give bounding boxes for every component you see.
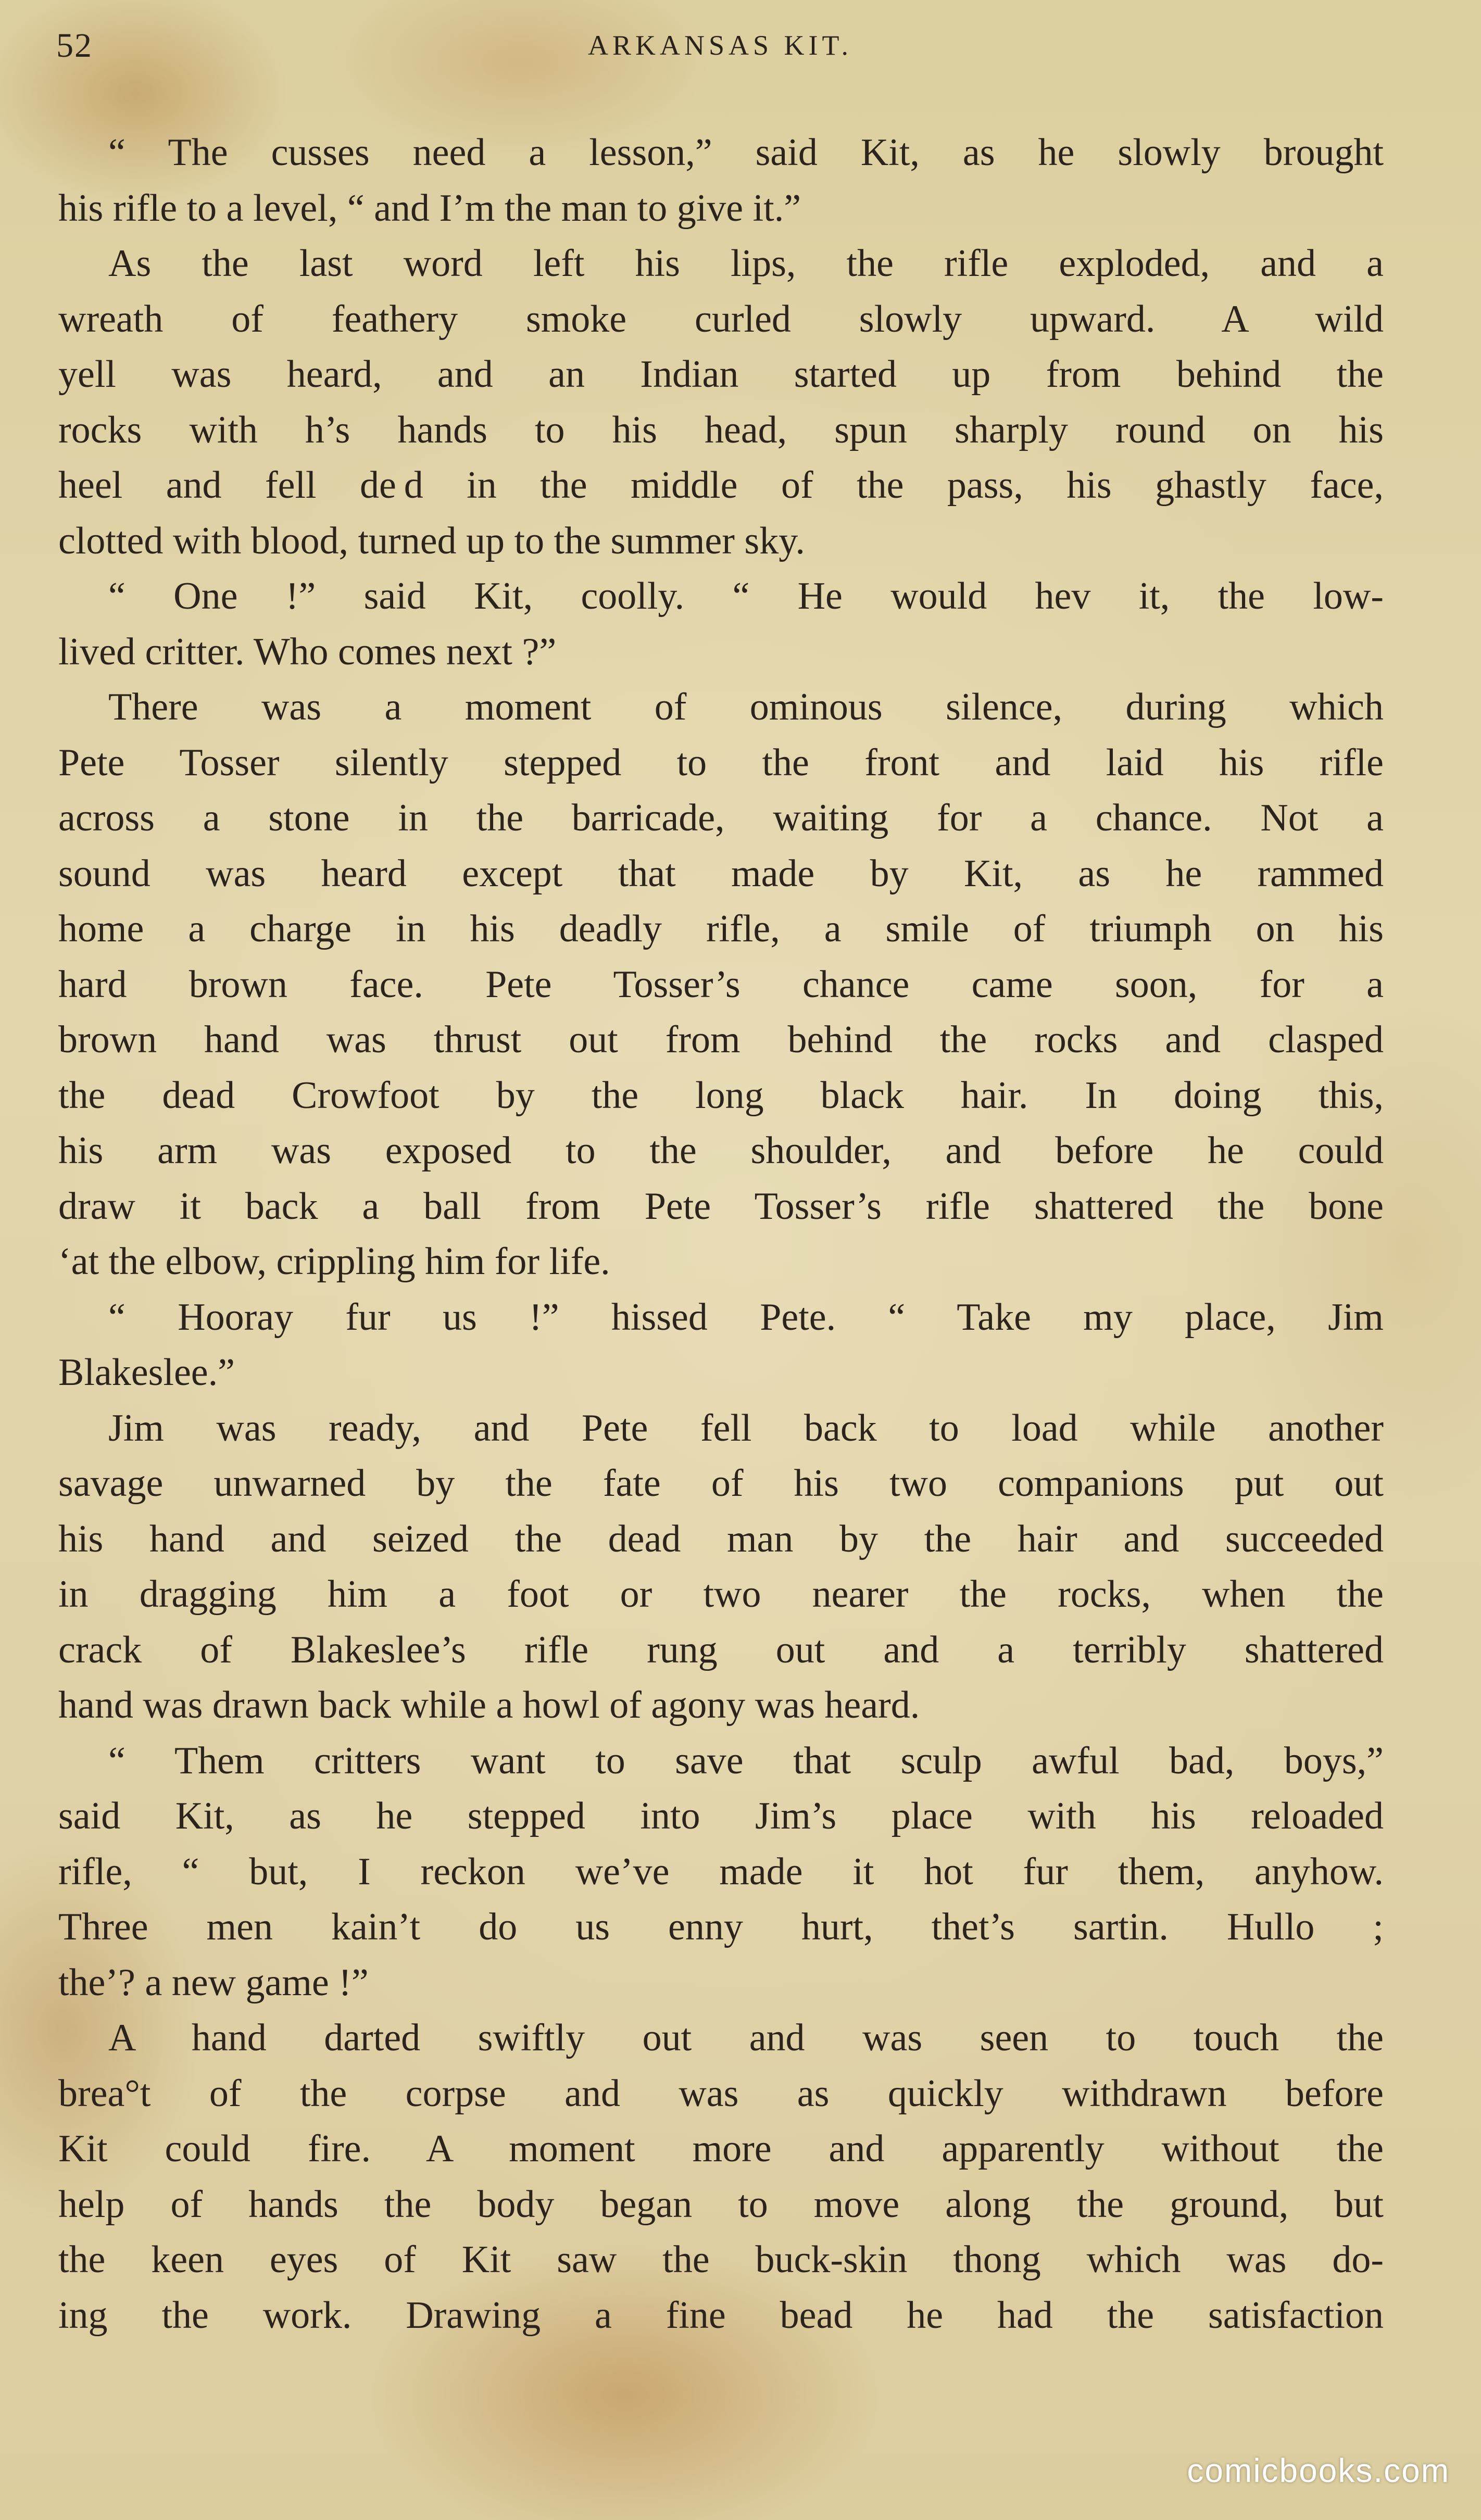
text-line: As the last word left his lips, the rifle exploded, and a [108,242,1384,285]
text-line: rifle, “ but, I reckon we’ve made it hot fur them, anyhow. [58,1850,1384,1893]
text-line: Jim was ready, and Pete fell back to load while another [108,1406,1384,1450]
text-line: said Kit, as he stepped into Jim’s place with his reloaded [58,1795,1384,1837]
watermark-text: comicbooks.com [1187,2452,1450,2489]
text-line: home a charge in his deadly rifle, a smile of triumph on his [58,908,1384,950]
text-line: Three men kain’t do us enny hurt, thet’s sartin. Hullo ; [58,1906,1384,1948]
text-line: lived critter. Who comes next ?” [58,630,557,673]
text-line: his hand and seized the dead man by the hair and succeeded [58,1517,1384,1560]
text-line: “ The cusses need a lesson,” said Kit, as he slowly brought [108,131,1384,174]
text-line: hard brown face. Pete Tosser’s chance came soon, for a [58,963,1384,1006]
text-line: “ One !” said Kit, coolly. “ He would hev it, the low- [108,575,1384,618]
text-line: A hand darted swiftly out and was seen to touch the [108,2017,1384,2059]
text-line: draw it back a ball from Pete Tosser’s rifle shattered the bone [58,1185,1384,1228]
text-line: clotted with blood, turned up to the summer sky. [58,519,805,562]
text-line: crack of Blakeslee’s rifle rung out and a terribly shattered [58,1628,1384,1671]
text-line: Blakeslee.” [58,1351,235,1394]
text-line: ing the work. Drawing a fine bead he had the satisfaction [58,2294,1384,2337]
text-line: Pete Tosser silently stepped to the front and laid his rifle [58,741,1384,784]
text-line: his rifle to a level, “ and I’m the man to give it.” [58,186,801,230]
text-line: heel and fell de d in the middle of the pass, his ghastly face, [58,464,1384,507]
text-line: brown hand was thrust out from behind the rocks and clasped [58,1018,1384,1061]
text-line: the’? a new game !” [58,1961,369,2004]
text-line: savage unwarned by the fate of his two companions put out [58,1462,1384,1505]
text-line: hand was drawn back while a howl of agony was heard. [58,1684,920,1727]
text-line: ʻat the elbow, crippling him for life. [58,1240,610,1283]
text-line: brea°t of the corpse and was as quickly withdrawn before [58,2072,1384,2115]
text-line: the keen eyes of Kit saw the buck-skin thong which was do- [58,2238,1384,2281]
text-line: yell was heard, and an Indian started up from behind the [58,353,1384,396]
text-line: the dead Crowfoot by the long black hair. In doing this, [58,1074,1384,1117]
running-head: ARKANSAS KIT. [587,30,853,61]
text-line: sound was heard except that made by Kit, as he rammed [58,852,1384,895]
text-line: in dragging him a foot or two nearer the rocks, when the [58,1573,1384,1616]
text-line: rocks with h’s hands to his head, spun sharply round on his [58,408,1384,451]
text-line: help of hands the body began to move along the ground, but [58,2183,1384,2226]
text-line: Kit could fire. A moment more and apparently without the [58,2127,1384,2170]
text-line: “ Hooray fur us !” hissed Pete. “ Take my place, Jim [108,1295,1384,1339]
text-line: There was a moment of ominous silence, during which [108,686,1384,728]
text-line: his arm was exposed to the shoulder, and before he could [58,1129,1384,1172]
text-line: across a stone in the barricade, waiting for a chance. Not a [58,797,1384,839]
body-text [58,125,1384,2343]
text-line: “ Them critters want to save that sculp awful bad, boys,” [108,1739,1384,1782]
page-header [56,26,1384,83]
text-line: wreath of feathery smoke curled slowly upward. A wild [58,297,1384,341]
page-number: 52 [56,27,93,65]
